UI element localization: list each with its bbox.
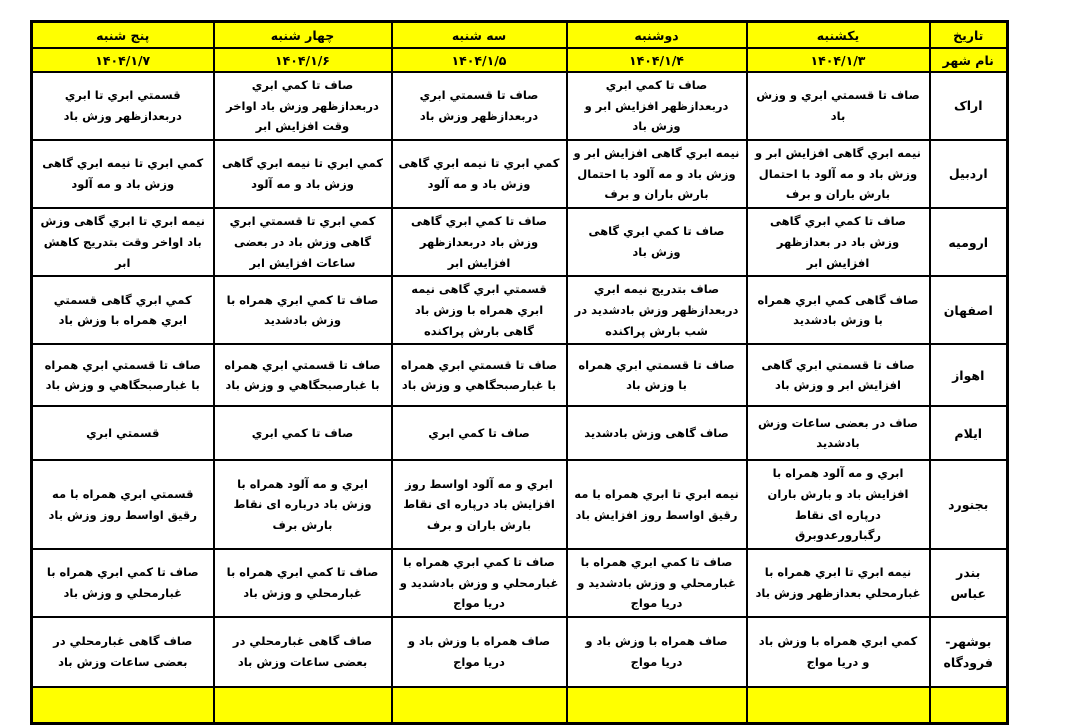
forecast-cell: كمي ابري تا قسمتي ابري گاهی وزش باد در بعضی ساعات افزايش ابر [214,208,392,276]
city-name-cell: بوشهر- فرودگاه [930,617,1008,687]
forecast-row [32,617,1008,687]
clipped-cell [214,687,392,724]
forecast-cell: صاف تا قسمتي ابري همراه با وزش باد [567,344,747,406]
forecast-cell: ابري و مه آلود اواسط روز افزايش باد درپاره ای نقاط بارش باران و برف [392,460,567,549]
forecast-cell: صاف گاهی غبارمحلي در بعضی ساعات وزش باد [214,617,392,687]
forecast-table-container [30,20,1006,725]
forecast-cell: صاف تا كمي ابري دربعدازظهر افزايش ابر و وزش باد [567,72,747,140]
day-header-thursday: پنج شنبه [32,22,214,49]
forecast-cell: صاف تا كمي ابري همراه با وزش بادشديد [214,276,392,344]
forecast-cell: كمي ابري همراه با وزش باد و دريا مواج [747,617,930,687]
forecast-cell: نيمه ابري گاهی افزايش ابر و وزش باد و مه آلود با احتمال بارش باران و برف [747,140,930,208]
forecast-cell: نيمه ابري تا ابري گاهی وزش باد اواخر وقت بتدريج كاهش ابر [32,208,214,276]
city-name-cell: اهواز [930,344,1008,406]
city-name-cell: اصفهان [930,276,1008,344]
clipped-cell [930,687,1008,724]
clipped-cell [747,687,930,724]
table-body [32,72,1008,687]
forecast-row [32,549,1008,617]
forecast-cell: صاف تا كمي ابري همراه با غبارمحلي و وزش باد [214,549,392,617]
city-name-cell: ارومیه [930,208,1008,276]
forecast-cell: صاف همراه با وزش باد و دريا مواج [567,617,747,687]
forecast-cell: قسمتي ابري گاهی نيمه ابري همراه با وزش باد گاهی بارش پراكنده [392,276,567,344]
forecast-cell: قسمتي ابري [32,406,214,460]
day-header-tuesday: سه شنبه [392,22,567,49]
date-cell-monday: ۱۴۰۴/۱/۴ [567,48,747,72]
date-header-cell: تاریخ [930,22,1008,49]
forecast-cell: صاف تا قسمتي ابري گاهی افزايش ابر و وزش باد [747,344,930,406]
clipped-cell [32,687,214,724]
city-name-header-cell: نام شهر [930,48,1008,72]
city-name-cell: بندر عباس [930,549,1008,617]
forecast-row [32,208,1008,276]
date-cell-tuesday: ۱۴۰۴/۱/۵ [392,48,567,72]
forecast-cell: صاف تا قسمتي ابري همراه با غبارصبحگاهي و وزش باد [392,344,567,406]
forecast-cell: نيمه ابري تا ابري همراه با مه رقيق اواسط روز افزايش باد [567,460,747,549]
clipped-cell [567,687,747,724]
forecast-row [32,72,1008,140]
forecast-cell: كمي ابري تا نيمه ابري گاهی وزش باد و مه آلود [32,140,214,208]
forecast-cell: قسمتي ابري همراه با مه رقيق اواسط روز وزش باد [32,460,214,549]
forecast-cell: صاف تا كمي ابري گاهی وزش باد در بعدازظهر افزايش ابر [747,208,930,276]
city-name-cell: ایلام [930,406,1008,460]
forecast-cell: صاف تا كمي ابري همراه با غبارمحلي و وزش بادشديد و دريا مواج [567,549,747,617]
forecast-cell: صاف تا قسمتي ابري همراه با غبارصبحگاهي و وزش باد [214,344,392,406]
forecast-cell: ابري و مه آلود همراه با افزايش باد و بارش باران درپاره ای نقاط رگبارورعدوبرق [747,460,930,549]
city-name-cell: اراک [930,72,1008,140]
forecast-cell: قسمتي ابري تا ابري دربعدازظهر وزش باد [32,72,214,140]
forecast-cell: صاف تا قسمتي ابري همراه با غبارصبحگاهي و وزش باد [32,344,214,406]
forecast-cell: صاف تا كمي ابري [392,406,567,460]
table-header [32,22,1008,73]
forecast-cell: صاف گاهی وزش بادشديد [567,406,747,460]
city-name-cell: اردبیل [930,140,1008,208]
next-section-header-clipped [32,687,1008,724]
forecast-cell: صاف همراه با وزش باد و دريا مواج [392,617,567,687]
date-cell-thursday: ۱۴۰۴/۱/۷ [32,48,214,72]
forecast-cell: كمي ابري تا نيمه ابري گاهی وزش باد و مه آلود [214,140,392,208]
forecast-cell: صاف تا كمي ابري دربعدازظهر وزش باد اواخر وقت افزايش ابر [214,72,392,140]
forecast-cell: صاف تا قسمتي ابري دربعدازظهر وزش باد [392,72,567,140]
forecast-row [32,276,1008,344]
date-cell-sunday: ۱۴۰۴/۱/۳ [747,48,930,72]
forecast-row [32,406,1008,460]
forecast-row [32,140,1008,208]
forecast-cell: صاف گاهی كمي ابري همراه با وزش بادشديد [747,276,930,344]
day-header-sunday: یکشنبه [747,22,930,49]
forecast-cell: صاف تا قسمتي ابري و وزش باد [747,72,930,140]
forecast-cell: صاف تا كمي ابري همراه با غبارمحلي و وزش بادشديد و دريا مواج [392,549,567,617]
forecast-row [32,344,1008,406]
forecast-cell: صاف تا كمي ابري همراه با غبارمحلي و وزش باد [32,549,214,617]
forecast-cell: صاف بتدريج نيمه ابري دربعدازظهر وزش بادشديد در شب بارش پراكنده [567,276,747,344]
forecast-cell: نيمه ابري تا ابري همراه با غبارمحلي بعدازظهر وزش باد [747,549,930,617]
forecast-cell: كمي ابري گاهی قسمتي ابري همراه با وزش باد [32,276,214,344]
day-header-row [32,22,1008,49]
forecast-cell: صاف تا كمي ابري [214,406,392,460]
forecast-cell: صاف گاهی غبارمحلي در بعضی ساعات وزش باد [32,617,214,687]
city-name-cell: بجنورد [930,460,1008,549]
day-header-monday: دوشنبه [567,22,747,49]
weather-forecast-table [30,20,1009,725]
forecast-cell: صاف در بعضی ساعات وزش بادشديد [747,406,930,460]
date-cell-wednesday: ۱۴۰۴/۱/۶ [214,48,392,72]
date-header-row [32,48,1008,72]
forecast-cell: صاف تا كمي ابري گاهی وزش باد [567,208,747,276]
forecast-cell: ابري و مه آلود همراه با وزش باد درباره ای نقاط بارش برف [214,460,392,549]
clipped-cell [392,687,567,724]
forecast-cell: صاف تا كمي ابري گاهی وزش باد دربعدازظهر افزايش ابر [392,208,567,276]
forecast-cell: نيمه ابري گاهی افزايش ابر و وزش باد و مه آلود با احتمال بارش باران و برف [567,140,747,208]
clipped-yellow-row [32,687,1008,724]
forecast-row [32,460,1008,549]
forecast-cell: كمي ابري تا نيمه ابري گاهی وزش باد و مه آلود [392,140,567,208]
day-header-wednesday: چهار شنبه [214,22,392,49]
